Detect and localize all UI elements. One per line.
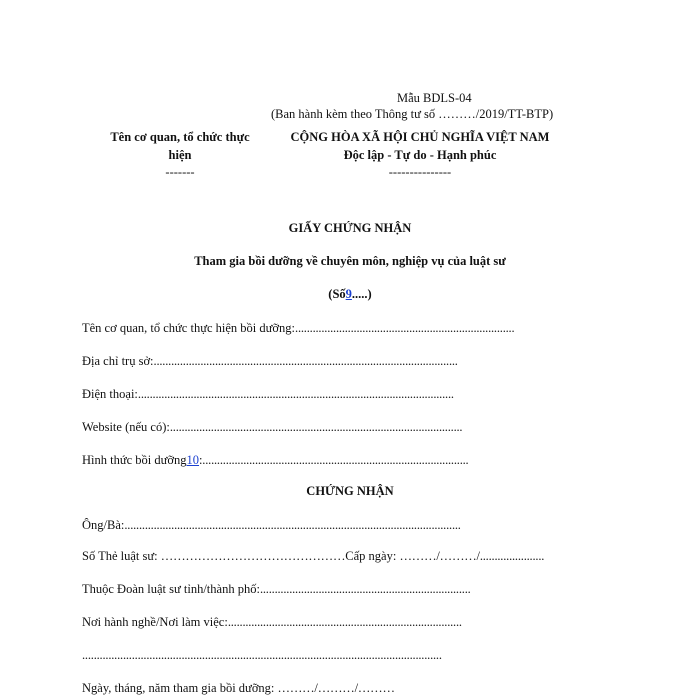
national-motto: Độc lập - Tự do - Hạnh phúc (343, 148, 497, 162)
field-website (82, 420, 462, 435)
field-workplace (82, 615, 462, 630)
field-dots: ……………………………………… (160, 549, 346, 563)
national-title: CỘNG HÒA XÃ HỘI CHỦ NGHĨA VIỆT NAM (290, 130, 550, 144)
field-training-form (82, 453, 468, 468)
agency-name-line2: hiện (168, 148, 192, 162)
field-label: Tên cơ quan, tổ chức thực hiện bồi dưỡng: (82, 321, 296, 335)
field-label: Địa chỉ trụ sở: (82, 354, 154, 368)
footnote-9-link[interactable]: 9 (345, 287, 352, 301)
left-header-divider: ------- (165, 165, 195, 179)
field-label: Điện thoại: (82, 387, 138, 401)
field-dots: ………/………/……… (277, 681, 395, 695)
field-workplace-continued: ........................................................................................................................... (82, 648, 442, 662)
field-dots: :........................................................................................... (199, 453, 469, 467)
form-code: Mẫu BDLS-04 (397, 91, 472, 105)
field-dots: ........................................................................ (259, 582, 471, 596)
field-training-date (82, 681, 395, 696)
field-label: Website (nếu có): (82, 420, 170, 434)
field-label: Hình thức bồi dưỡng (82, 453, 187, 467)
field-address (82, 354, 458, 369)
field-name (82, 518, 461, 533)
field-label: Thuộc Đoàn luật sư tỉnh/thành phố: (82, 582, 260, 596)
issue-date-label: Cấp ngày: (345, 549, 400, 563)
footnote-10-link[interactable]: 10 (186, 453, 200, 467)
field-label: Nơi hành nghề/Nơi làm việc: (82, 615, 228, 629)
field-dots: ........................................................................................................ (153, 354, 458, 368)
field-phone (82, 387, 454, 402)
field-label: Ngày, tháng, năm tham gia bồi dưỡng: (82, 681, 278, 695)
field-dots: ........................................................................... (295, 321, 515, 335)
form-issued-by: (Ban hành kèm theo Thông tư số ………/2019/TT-BTP) (271, 107, 554, 121)
field-label: Số Thẻ luật sư: (82, 549, 161, 563)
field-agency (82, 321, 514, 336)
field-dots: .................................................................................................... (169, 420, 463, 434)
right-header-divider: --------------- (388, 165, 452, 179)
issue-date-value: ………/………/...................... (399, 549, 545, 563)
agency-name-line1: Tên cơ quan, tổ chức thực (110, 130, 250, 144)
field-card-number (82, 549, 544, 564)
number-suffix: .....) (351, 287, 372, 301)
certificate-number (250, 287, 450, 302)
field-dots: ............................................................................................................ (137, 387, 454, 401)
field-dots: ................................................................................ (227, 615, 462, 629)
number-prefix: (Số (328, 287, 346, 301)
certificate-title: GIẤY CHỨNG NHẬN (288, 221, 412, 235)
certificate-subtitle: Tham gia bồi dưỡng về chuyên môn, nghiệp vụ của luật sư (194, 254, 506, 268)
section-title: CHỨNG NHẬN (306, 484, 394, 498)
field-label: Ông/Bà: (82, 518, 125, 532)
field-dots: ................................................................................................................... (124, 518, 461, 532)
field-bar-association (82, 582, 471, 597)
